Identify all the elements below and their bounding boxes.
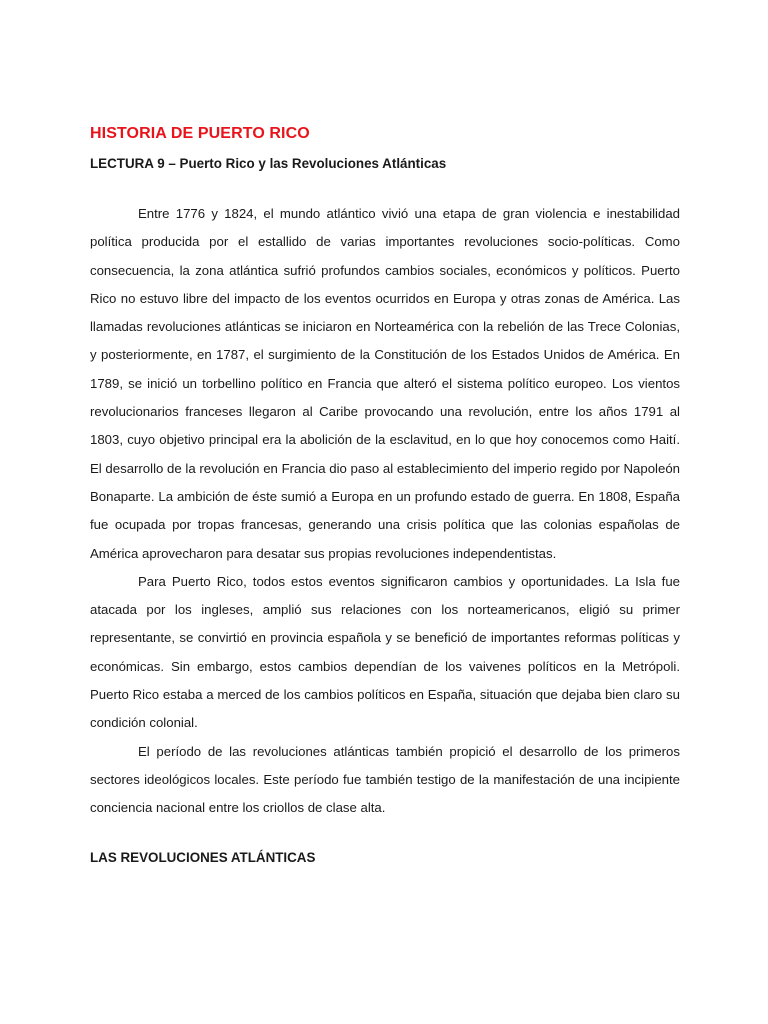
document-title: HISTORIA DE PUERTO RICO bbox=[90, 125, 310, 142]
paragraph-1: Entre 1776 y 1824, el mundo atlántico vivió una etapa de gran violencia e inestabilidad política producida por el estallido de varias importantes revoluciones socio-políticas. Como consecuencia, la zona atlántica sufrió profundos cambios sociales, económicos y políticos. Puerto Rico no estuvo libre del impacto de los eventos ocurridos en Europa y otras zonas de América. Las llamadas revoluciones atlánticas se iniciaron en Norteamérica con la rebelión de las Trece Colonias, y posteriormente, en 1787, el surgimiento de la Constitución de los Estados Unidos de América. En 1789, se inició un torbellino político en Francia que alteró el sistema político europeo. Los vientos revolucionarios franceses llegaron al Caribe provocando una revolución, entre los años 1791 al 1803, cuyo objetivo principal era la abolición de la esclavitud, en lo que hoy conocemos como Haití. El desarrollo de la revolución en Francia dio paso al establecimiento del imperio regido por Napoleón Bonaparte. La ambición de éste sumió a Europa en un profundo estado de guerra. En 1808, España fue ocupada por tropas francesas, generando una crisis política que las colonias españolas de América aprovecharon para desatar sus propias revoluciones independentistas. bbox=[90, 206, 680, 561]
reading-subtitle: LECTURA 9 – Puerto Rico y las Revoluciones Atlánticas bbox=[90, 156, 447, 171]
section-heading: LAS REVOLUCIONES ATLÁNTICAS bbox=[90, 849, 316, 865]
body-text bbox=[90, 200, 680, 823]
paragraph-2: Para Puerto Rico, todos estos eventos significaron cambios y oportunidades. La Isla fue atacada por los ingleses, amplió sus relaciones con los norteamericanos, eligió su primer representante, se convirtió en provincia española y se benefició de importantes reformas políticas y económicas. Sin embargo, estos cambios dependían de los vaivenes políticos en la Metrópoli. Puerto Rico estaba a merced de los cambios políticos en España, situación que dejaba bien claro su condición colonial. bbox=[90, 573, 680, 731]
document-content bbox=[90, 124, 680, 867]
paragraph-3: El período de las revoluciones atlánticas también propició el desarrollo de los primeros sectores ideológicos locales. Este período fue también testigo de la manifestación de una incipiente conciencia nacional entre los criollos de clase alta. bbox=[90, 743, 680, 816]
